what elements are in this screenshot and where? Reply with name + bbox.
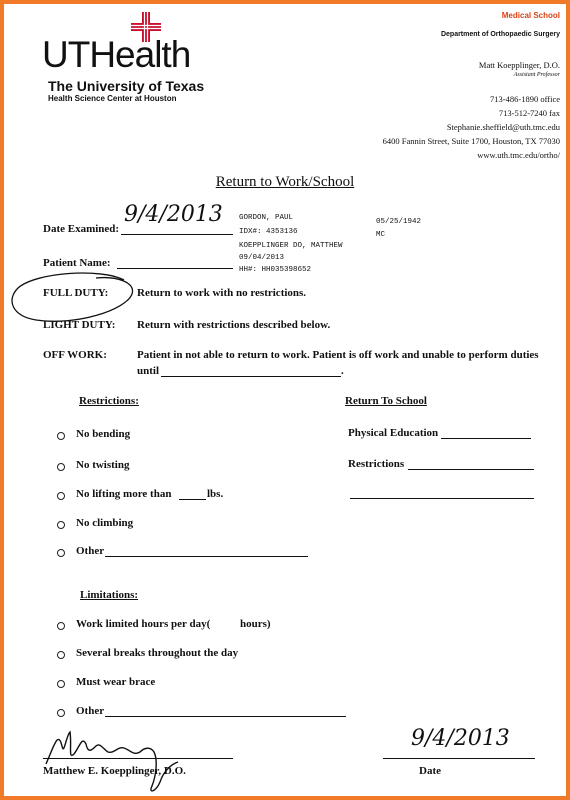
no-lifting-text: No lifting more than xyxy=(76,488,172,500)
street-address: 6400 Fannin Street, Suite 1700, Houston, TX 77030 xyxy=(382,136,560,146)
physical-education-line xyxy=(441,438,531,439)
off-work-until: until xyxy=(137,365,160,377)
date-examined-label: Date Examined: xyxy=(43,223,120,235)
limitations-heading: Limitations: xyxy=(80,589,139,601)
school-name: Medical School xyxy=(501,11,560,20)
logo-brand: UTHealth xyxy=(42,34,191,75)
form-title: Return to Work/School xyxy=(215,174,355,190)
physical-education-text: Physical Education xyxy=(348,427,439,439)
department-name: Department of Orthopaedic Surgery xyxy=(440,31,560,38)
off-work-label: OFF WORK: xyxy=(43,349,107,361)
no-twisting-text: No twisting xyxy=(76,459,130,471)
fax-number: 713-512-7240 fax xyxy=(498,108,560,118)
doctor-name: Matt Koepplinger, D.O. xyxy=(478,60,560,70)
lbs-text: lbs. xyxy=(207,488,224,500)
no-climbing-bullet xyxy=(57,521,65,529)
breaks-bullet xyxy=(57,651,65,659)
doctor-title: Assistant Professor xyxy=(513,72,560,78)
no-lifting-line xyxy=(179,499,206,500)
off-work-until-line xyxy=(161,376,341,377)
no-bending-text: No bending xyxy=(76,428,131,440)
restrictions-heading: Restrictions: xyxy=(79,395,139,407)
patient-name-label: Patient Name: xyxy=(43,257,111,269)
no-twisting-bullet xyxy=(57,463,65,471)
no-lifting-bullet xyxy=(57,492,65,500)
logo-university: The University of Texas xyxy=(48,78,205,94)
light-duty-text: Return with restrictions described below. xyxy=(137,319,331,331)
signature-date-handwritten: 9/4/2013 xyxy=(411,726,510,751)
sticker-dob: 05/25/1942 xyxy=(376,218,422,226)
sticker-doctor: KOEPPLINGER DO, MATTHEW xyxy=(239,242,343,250)
date-line xyxy=(383,758,535,759)
signer-name: Matthew E. Koepplinger, D.O. xyxy=(43,765,186,777)
school-restrictions-text: Restrictions xyxy=(348,458,405,470)
date-examined-line xyxy=(121,234,233,235)
sticker-name: GORDON, PAUL xyxy=(239,214,294,222)
email-address: Stephanie.sheffield@uth.tmc.edu xyxy=(446,122,560,132)
doctor-signature-mark xyxy=(40,716,190,796)
restriction-other-line xyxy=(105,556,308,557)
sticker-hh: HH#: HH035398652 xyxy=(239,266,312,274)
patient-name-line xyxy=(117,268,233,269)
off-work-text: Patient in not able to return to work. Patient is off work and unable to perform duties xyxy=(137,349,539,361)
return-to-school-heading: Return To School xyxy=(345,395,427,407)
restriction-other-bullet xyxy=(57,549,65,557)
no-climbing-text: No climbing xyxy=(76,517,134,529)
office-phone: 713-486-1890 office xyxy=(490,94,560,104)
limited-hours-bullet xyxy=(57,622,65,630)
full-duty-text: Return to work with no restrictions. xyxy=(137,287,307,299)
limited-hours-text: Work limited hours per day( xyxy=(76,618,211,630)
website: www.uth.tmc.edu/ortho/ xyxy=(477,150,560,160)
hours-text: hours) xyxy=(240,618,271,630)
light-duty-label: LIGHT DUTY: xyxy=(43,319,116,331)
sticker-visit-date: 09/04/2013 xyxy=(239,254,285,262)
date-examined-handwritten: 9/4/2013 xyxy=(124,202,223,227)
sticker-idx: IDX#: 4353136 xyxy=(239,228,298,236)
school-extra-line xyxy=(350,498,534,499)
brace-bullet xyxy=(57,680,65,688)
full-duty-label: FULL DUTY: xyxy=(43,287,109,299)
brace-text: Must wear brace xyxy=(76,676,156,688)
date-caption: Date xyxy=(419,765,441,777)
restriction-other-text: Other xyxy=(76,545,105,557)
document-page xyxy=(4,4,566,796)
logo-center: Health Science Center at Houston xyxy=(48,94,177,103)
sticker-code: MC xyxy=(376,231,386,239)
limitation-other-text: Other xyxy=(76,705,105,717)
signature-line xyxy=(43,758,233,759)
no-bending-bullet xyxy=(57,432,65,440)
off-work-period: . xyxy=(341,365,344,377)
school-restrictions-line xyxy=(408,469,534,470)
breaks-text: Several breaks throughout the day xyxy=(76,647,239,659)
